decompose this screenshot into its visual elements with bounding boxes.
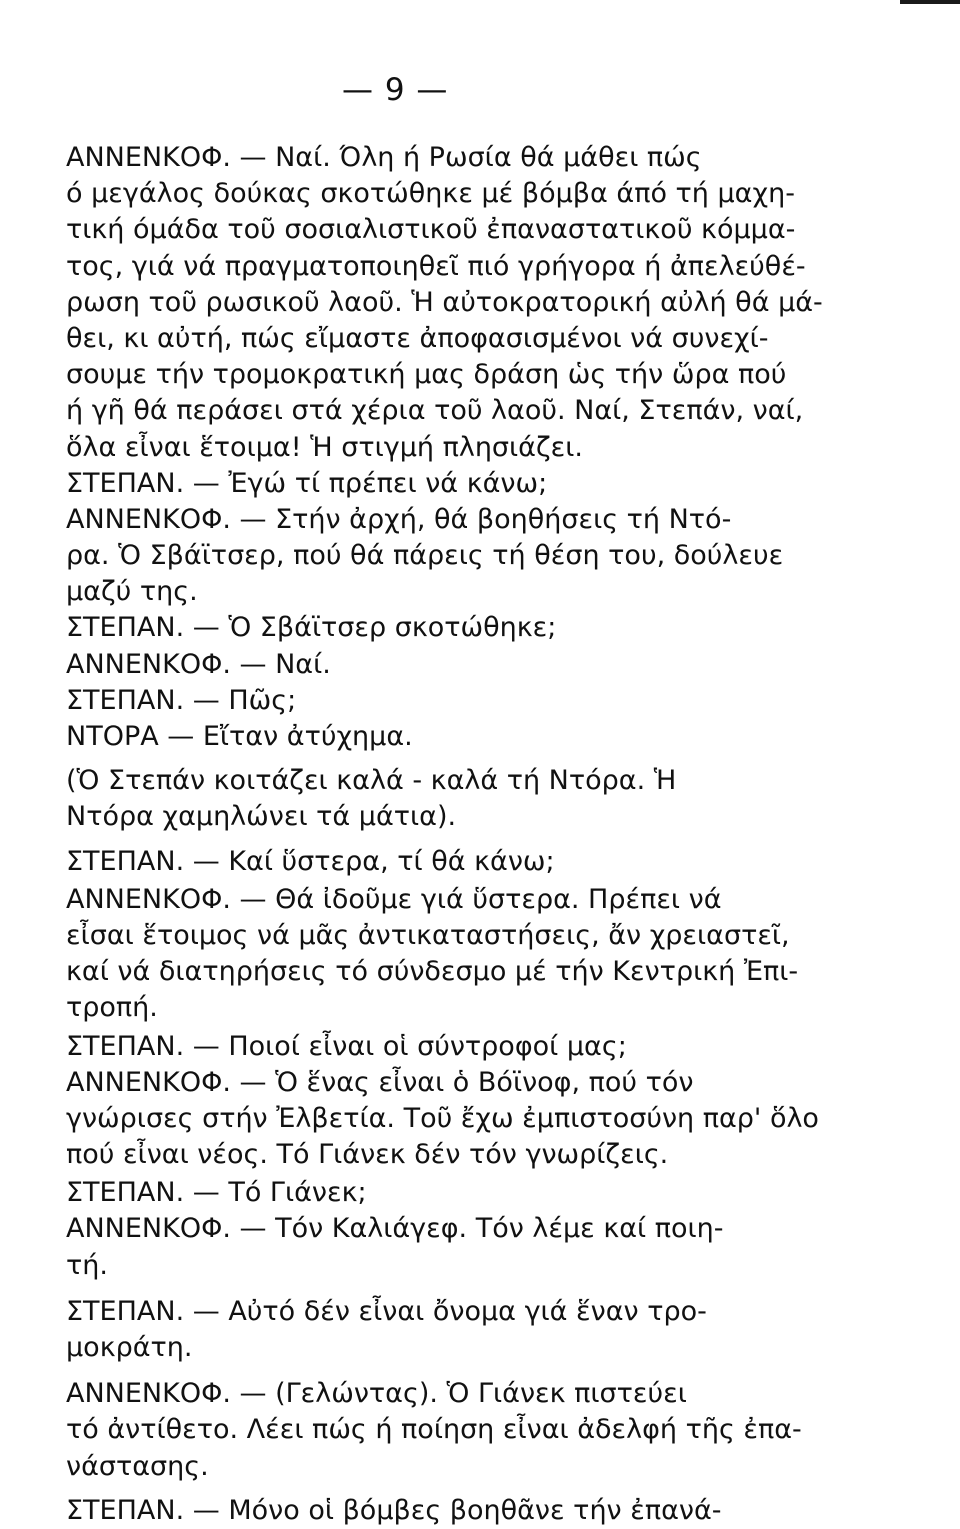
text-line: τροπή.: [66, 992, 158, 1024]
dialogue-line: ΑΝΝΕΝΚΟΦ. — Ναί.: [66, 648, 331, 680]
text-line: ρα. Ὁ Σβάϊτσερ, πού θά πάρεις τή θέση του, δούλευε: [66, 540, 784, 572]
dialogue-line: ΣΤΕΠΑΝ. — Ὁ Σβάϊτσερ σκοτώθηκε;: [66, 612, 557, 644]
dialogue-line: (Ὁ Στεπάν κοιτάζει καλά - καλά τή Ντόρα. Ἡ: [66, 765, 677, 797]
text-line: εἶσαι ἕτοιμος νά μᾶς ἀντικαταστήσεις, ἄν χρειαστεῖ,: [66, 919, 790, 951]
text-line: ΑΝΝΕΝΚΟΦ. — Ναί. Όλη ή Ρωσία θά μάθει πώς: [66, 142, 702, 173]
text-line: ὅλα εἶναι ἕτοιμα! Ἡ στιγμή πλησιάζει.: [66, 431, 583, 463]
dialogue-line: ΣΤΕΠΑΝ. — Καί ὕστερα, τί θά κάνω;: [66, 845, 555, 877]
dialogue-line: ΝΤΟΡΑ — Εἴταν ἀτύχημα.: [66, 721, 413, 752]
dialogue-line: ΣΤΕΠΑΝ. — Ἐγώ τί πρέπει νά κάνω;: [66, 467, 548, 499]
text-line: νάστασης.: [66, 1450, 209, 1482]
dialogue-line: ΑΝΝΕΝΚΟΦ. — Τόν Καλιάγεφ. Τόν λέμε καί ποιη-: [66, 1213, 724, 1245]
text-line: τική όμάδα τοῦ σοσιαλιστικοῦ ἐπαναστατικοῦ κόμμα-: [66, 214, 796, 246]
text-line: ρωση τοῦ ρωσικοῦ λαοῦ. Ἡ αὐτοκρατορική αὐλή θά μά-: [66, 286, 823, 318]
text-line: μοκράτη.: [66, 1332, 193, 1363]
text-line: καί νά διατηρήσεις τό σύνδεσμο μέ τήν Κεντρική Ἐπι-: [66, 956, 799, 988]
dialogue-line: ΣΤΕΠΑΝ. — Αὐτό δέν εἶναι ὄνομα γιά ἕναν τρο-: [66, 1295, 707, 1327]
dialogue-line: ΑΝΝΕΝΚΟΦ. — Ὁ ἕνας εἶναι ὁ Βόϊνοφ, πού τόν: [66, 1066, 694, 1098]
dialogue-line: ΣΤΕΠΑΝ. — Μόνο οἱ βόμβες βοηθᾶνε τήν ἐπανά-: [66, 1494, 722, 1526]
page-number: — 9 —: [342, 72, 449, 108]
text-line: μαζύ της.: [66, 576, 198, 608]
text-line: σουμε τήν τρομοκρατική μας δράση ὡς τήν ὥρα πού: [66, 359, 787, 391]
text-line: θει, κι αὐτή, πώς εἴμαστε ἀποφασισμένοι νά συνεχί-: [66, 322, 769, 354]
dialogue-line: ΣΤΕΠΑΝ. — Πῶς;: [66, 684, 297, 716]
body-text: [66, 140, 946, 1529]
text-line: Ντόρα χαμηλώνει τά μάτια).: [66, 801, 457, 833]
text-line: ό μεγάλος δούκας σκοτώθηκε μέ βόμβα άπό τή μαχη-: [66, 178, 795, 210]
text-line: πού εἶναι νέος. Τό Γιάνεκ δέν τόν γνωρίζεις.: [66, 1139, 669, 1171]
dialogue-line: ΑΝΝΕΝΚΟΦ. — Θά ἰδοῦμε γιά ὕστερα. Πρέπει νά: [66, 883, 722, 915]
page-edge-mark: [900, 0, 960, 4]
text-line: γνώρισες στήν Ἐλβετία. Τοῦ ἔχω ἐμπιστοσύνη παρ' ὅλο: [66, 1102, 819, 1134]
dialogue-line: ΣΤΕΠΑΝ. — Ποιοί εἶναι οἱ σύντροφοί μας;: [66, 1030, 627, 1062]
text-line: τή.: [66, 1249, 108, 1281]
dialogue-line: ΑΝΝΕΝΚΟΦ. — Στήν ἀρχή, θά βοηθήσεις τή Ντό-: [66, 503, 732, 535]
text-line: τό ἀντίθετο. Λέει πώς ή ποίηση εἶναι ἀδελφή τῆς ἐπα-: [66, 1414, 802, 1446]
text-line: ή γῆ θά περάσει στά χέρια τοῦ λαοῦ. Ναί, Στεπάν, ναί,: [66, 395, 804, 427]
dialogue-line: ΣΤΕΠΑΝ. — Τό Γιάνεκ;: [66, 1177, 367, 1209]
text-line: τος, γιά νά πραγματοποιηθεῖ πιό γρήγορα ή ἀπελεύθέ-: [66, 250, 806, 282]
dialogue-line: ΑΝΝΕΝΚΟΦ. — (Γελώντας). Ὁ Γιάνεκ πιστεύει: [66, 1378, 687, 1410]
